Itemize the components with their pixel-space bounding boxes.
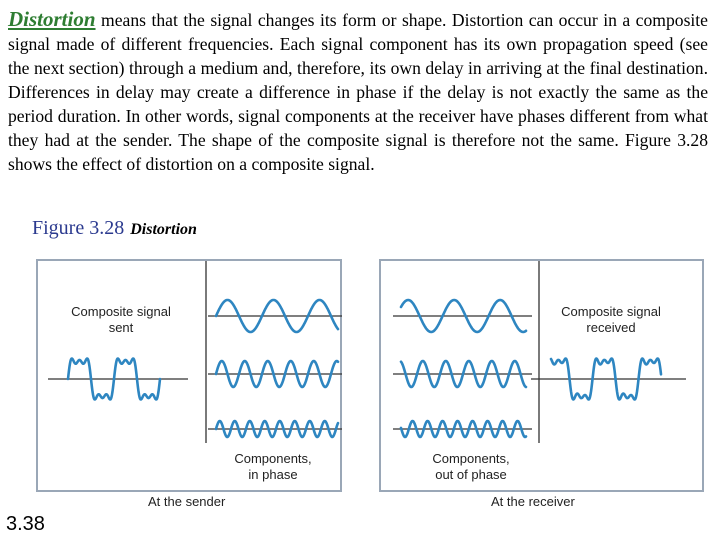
components-in-phase-label-line2: in phase <box>248 467 298 482</box>
receiver-panel <box>379 259 704 492</box>
term-distortion: Distortion <box>8 7 96 31</box>
sender-panel <box>36 259 342 492</box>
paragraph-text: means that the signal changes its form or shape. Distortion can occur in a composite signal made of different frequencies. Each signal component has its own propagation speed (see the next section) through a medium and, therefore, its own delay in arriving at the final destination. Differences in delay may create a difference in phase if the delay is not exactly the same as the period duration. In other words, signal components at the receiver have phases different from what they had at the sender. The shape of the composite signal is therefore not the same. Figure 3.28 shows the effect of distortion on a composite signal. <box>8 10 708 174</box>
sender-waveforms <box>38 261 344 494</box>
receiver-footer: At the receiver <box>491 494 575 509</box>
composite-received-label-line1: Composite signal <box>561 304 661 319</box>
composite-sent-label-line1: Composite signal <box>71 304 171 319</box>
components-out-of-phase-label-line2: out of phase <box>435 467 507 482</box>
page-number: 3.38 <box>6 513 45 535</box>
receiver-waveforms <box>381 261 706 494</box>
figure-caption <box>32 217 197 240</box>
sender-footer: At the sender <box>148 494 226 509</box>
body-paragraph <box>8 7 708 176</box>
composite-sent-label-line2: sent <box>108 320 134 335</box>
components-in-phase-label-line1: Components, <box>234 451 312 466</box>
components-out-of-phase-label-line1: Components, <box>432 451 510 466</box>
figure-title: Distortion <box>130 221 197 238</box>
figure-number: Figure 3.28 <box>32 217 125 239</box>
composite-received-label-line2: received <box>586 320 636 335</box>
